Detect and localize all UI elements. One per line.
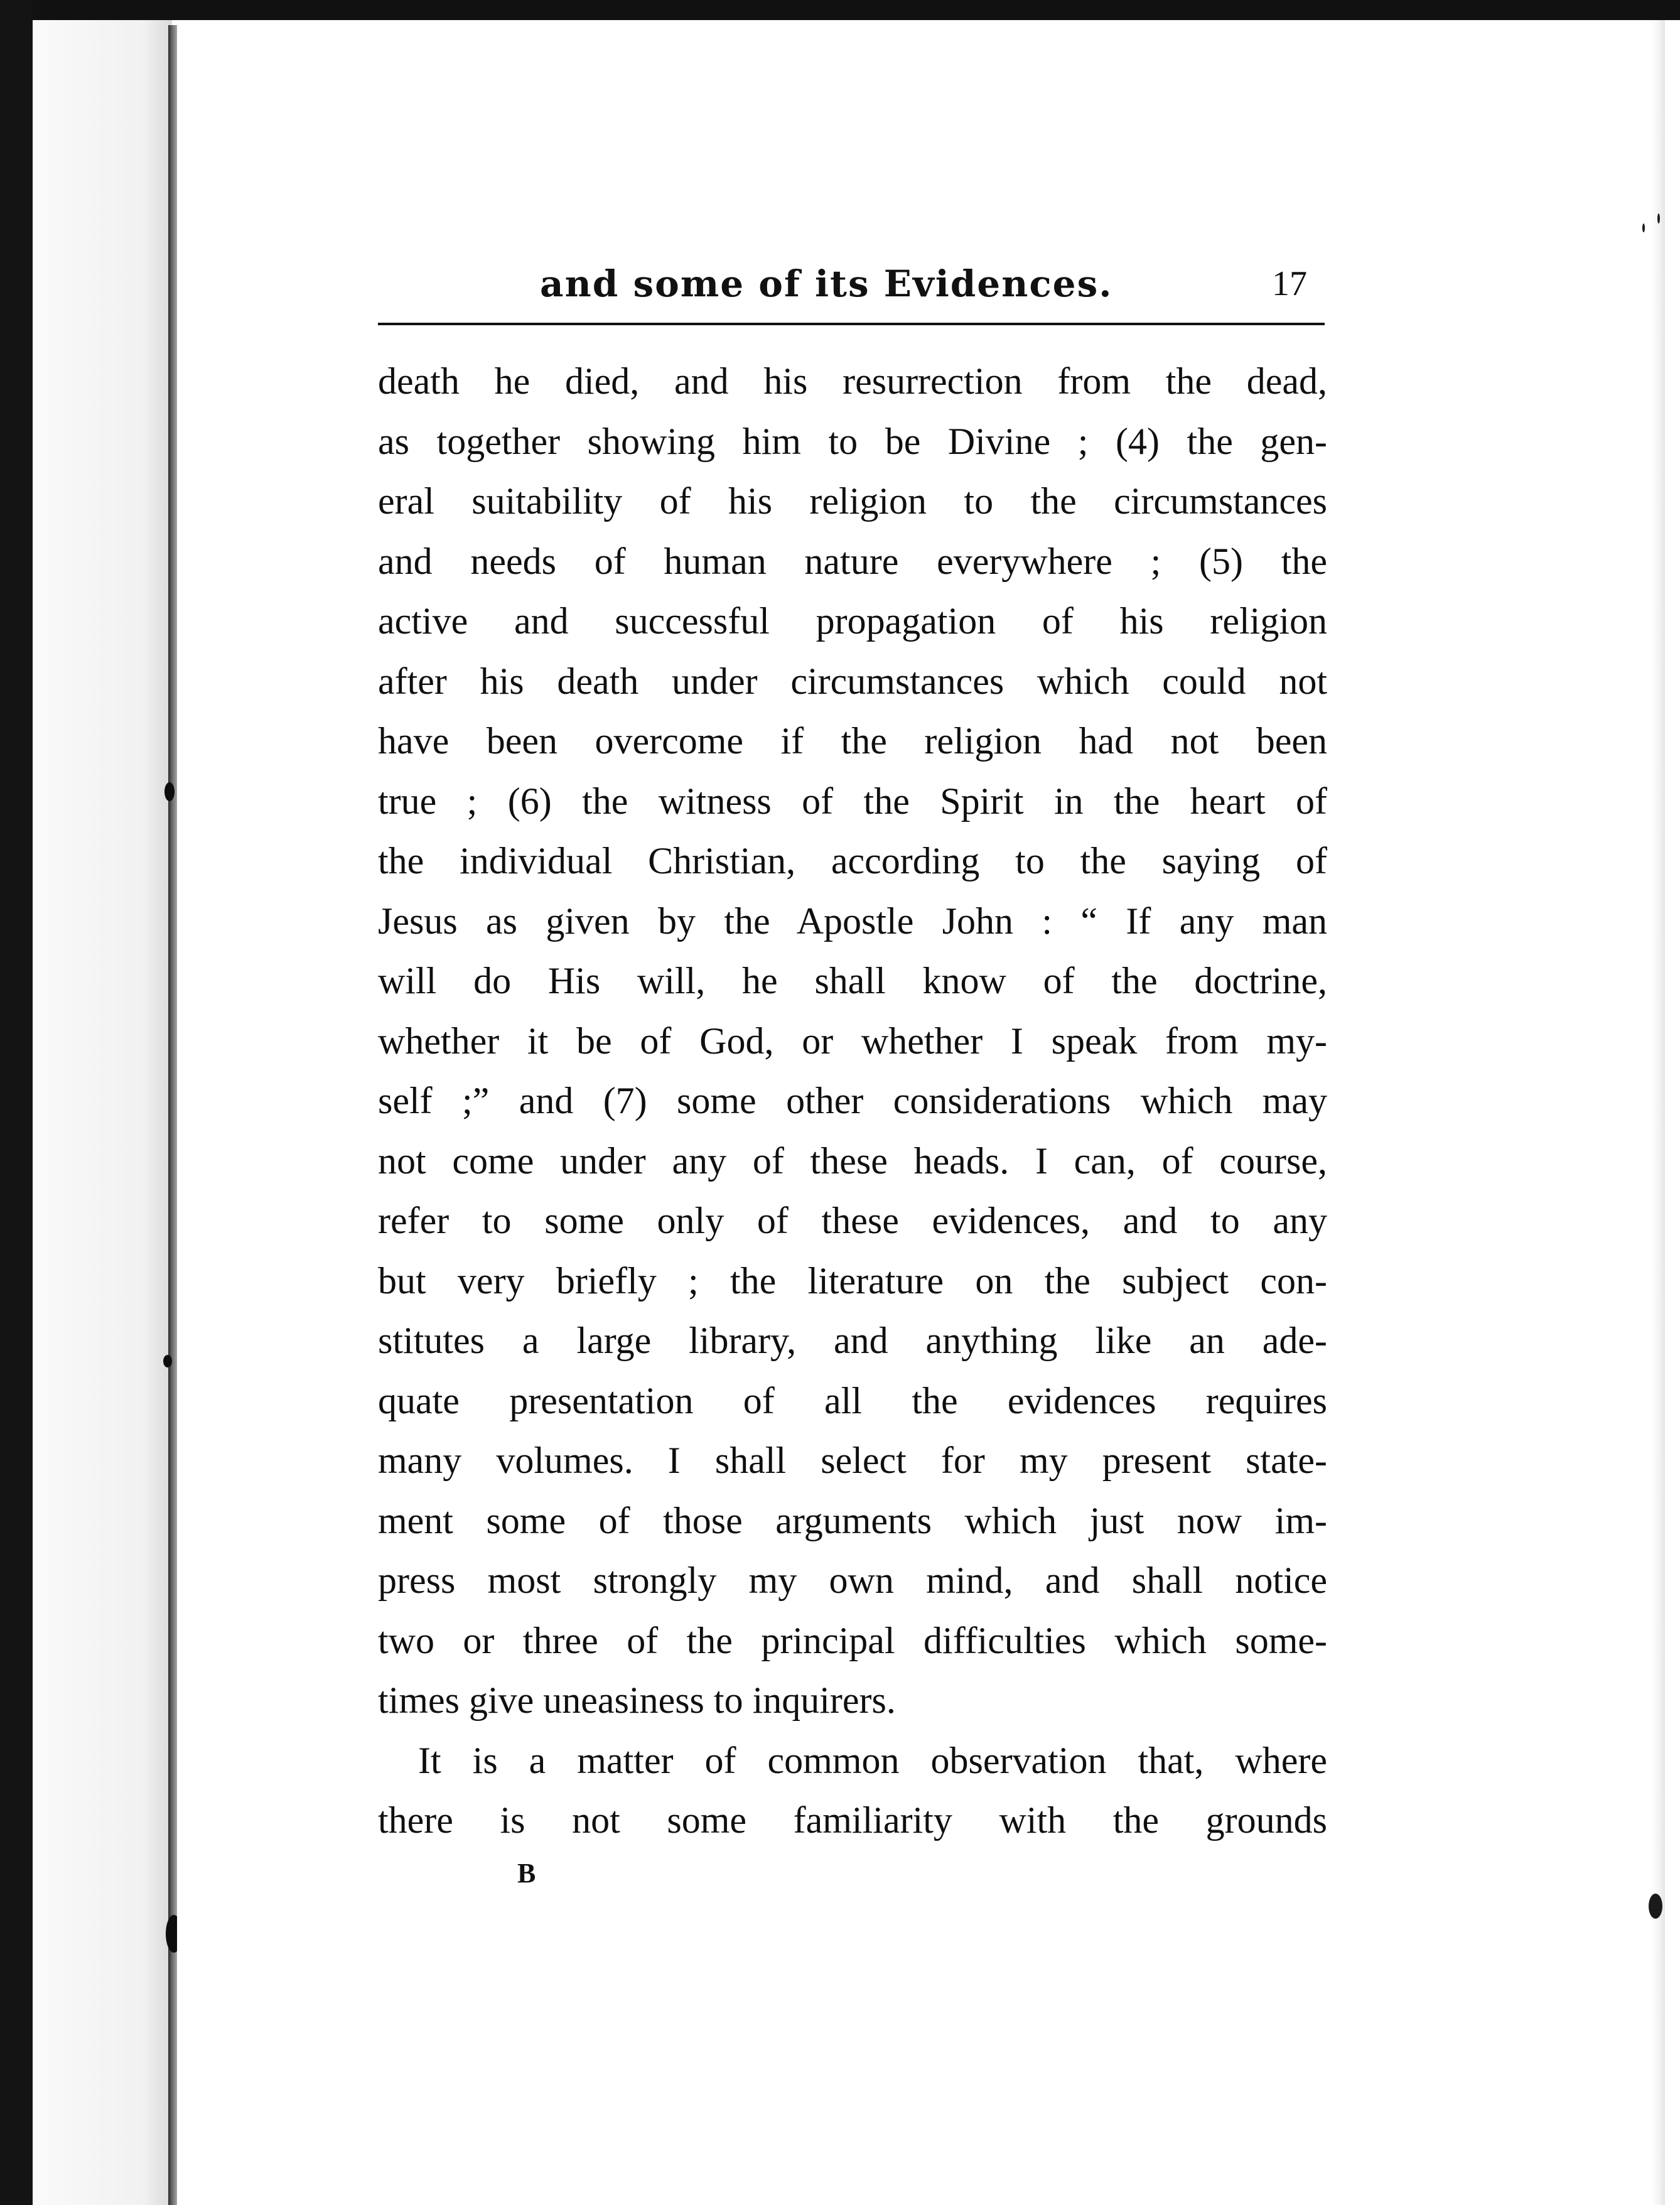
text-line: will do His will, he shall know of the doctrine, xyxy=(378,960,1327,1001)
text-line: eral suitability of his religion to the circumstances xyxy=(378,480,1327,522)
text-line: the individual Christian, according to the saying of xyxy=(378,840,1327,881)
header-rule xyxy=(378,323,1325,325)
text-line: active and successful propagation of his religion xyxy=(378,600,1327,642)
text-line: but very briefly ; the literature on the subject con- xyxy=(378,1259,1327,1302)
text-line: as together showing him to be Divine ; (4) the gen- xyxy=(378,420,1327,462)
text-line: true ; (6) the witness of the Spirit in the heart of xyxy=(378,780,1327,822)
text-line: press most strongly my own mind, and shall notice xyxy=(378,1560,1327,1601)
signature-mark: B xyxy=(517,1858,536,1889)
scan-border-left xyxy=(0,0,33,2205)
text-line: have been overcome if the religion had not been xyxy=(378,720,1327,762)
text-line: stitutes a large library, and anything like an ade- xyxy=(378,1320,1327,1361)
text-line: two or three of the principal difficulties which some- xyxy=(378,1619,1327,1661)
facing-page-edge xyxy=(33,20,172,2205)
text-line: times give uneasiness to inquirers. xyxy=(378,1679,896,1721)
text-line: It is a matter of common observation that, where xyxy=(418,1739,1327,1781)
scan-border-top xyxy=(0,0,1680,20)
body-text xyxy=(378,352,1327,1851)
text-line: death he died, and his resurrection from the dead, xyxy=(378,360,1327,402)
page-speck xyxy=(1649,1894,1662,1919)
spine-blot xyxy=(164,782,175,801)
text-line: many volumes. I shall select for my present state- xyxy=(378,1440,1327,1481)
text-line: and needs of human nature everywhere ; (5) the xyxy=(378,540,1327,582)
page-number: 17 xyxy=(1272,264,1307,303)
running-head xyxy=(540,262,1307,313)
page-speck xyxy=(1657,213,1660,224)
text-line: self ;” and (7) some other considerations which may xyxy=(378,1080,1327,1121)
text-line: not come under any of these heads. I can, of course, xyxy=(378,1140,1327,1182)
spine-blot xyxy=(163,1355,172,1367)
page-speck xyxy=(1642,224,1645,232)
text-line: whether it be of God, or whether I speak from my- xyxy=(378,1020,1327,1062)
book-spine xyxy=(168,25,177,2205)
text-line: quate presentation of all the evidences requires xyxy=(378,1379,1327,1421)
running-head-title: and some of its Evidences. xyxy=(540,262,1113,305)
text-line: there is not some familiarity with the grounds xyxy=(378,1799,1327,1841)
text-line: Jesus as given by the Apostle John : “ If any man xyxy=(378,900,1327,942)
text-line: refer to some only of these evidences, and to any xyxy=(378,1200,1327,1241)
text-line: ment some of those arguments which just now im- xyxy=(378,1499,1327,1541)
page-right-edge xyxy=(1651,20,1665,2205)
text-line: after his death under circumstances which could not xyxy=(378,660,1327,702)
